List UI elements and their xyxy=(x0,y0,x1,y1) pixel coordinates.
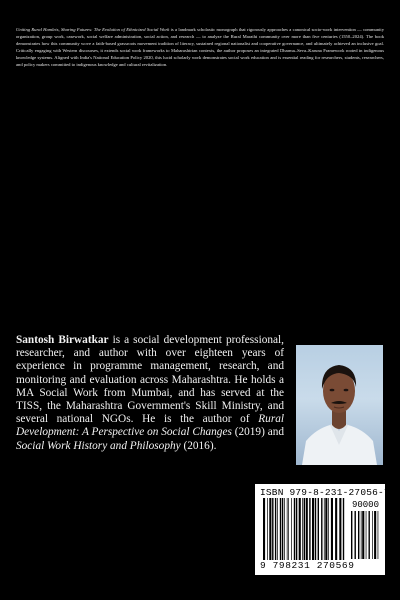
barcode-bar xyxy=(324,498,325,560)
barcode-bar xyxy=(309,498,310,560)
barcode-bar xyxy=(318,498,319,560)
barcode-bar xyxy=(277,498,278,560)
bio-text-1: is a social development professional, researcher, and author with over eighteen years of experience in programme management, research, and monitoring and evaluation across Maharashtra. He holds a MA Social Work from Mumbai, and has served at the TISS, the Maharashtra Government's Skill Ministry, and several national NGOs. He is the author of xyxy=(16,334,284,426)
author-photo xyxy=(296,345,383,465)
barcode-bar xyxy=(335,498,337,560)
author-name: Santosh Birwatkar xyxy=(16,334,109,346)
barcode-bar xyxy=(328,498,329,560)
barcode-bar xyxy=(280,498,281,560)
barcode-bar xyxy=(284,498,285,560)
barcode-bar xyxy=(366,511,367,559)
bio-text-3: (2016). xyxy=(180,439,217,452)
bio-book-1: Rural Development: A Perspective on Social Changes xyxy=(16,413,284,439)
barcode-bar xyxy=(343,498,344,560)
barcode-bar xyxy=(378,511,379,559)
ean-bars xyxy=(263,498,347,560)
barcode-bar xyxy=(362,511,364,559)
barcode-bar xyxy=(267,498,268,560)
author-portrait-illustration xyxy=(296,345,383,465)
barcode-bar xyxy=(275,498,276,560)
bio-text-2: (2019) and xyxy=(231,426,285,439)
barcode-bar xyxy=(296,498,297,560)
barcode-bar xyxy=(282,498,283,560)
barcode-bar xyxy=(288,498,289,560)
price-bars xyxy=(351,511,379,559)
barcode-bar xyxy=(306,498,308,560)
author-bio xyxy=(16,334,284,453)
barcode-bar xyxy=(339,498,341,560)
barcode-bar xyxy=(312,498,314,560)
barcode-bar xyxy=(355,511,356,559)
barcode-bar xyxy=(325,498,327,560)
barcode-bar xyxy=(272,498,273,560)
barcode-bar xyxy=(315,498,316,560)
barcode-bar xyxy=(358,511,359,559)
back-cover-blurb xyxy=(16,27,384,68)
barcode-bar xyxy=(331,498,333,560)
price-code: 90000 xyxy=(351,500,379,510)
barcode-bar xyxy=(302,498,303,560)
barcode-bar xyxy=(269,498,271,560)
ean-digits: 9 798231 270569 xyxy=(260,560,355,571)
barcode-bar xyxy=(372,511,373,559)
barcode-bar xyxy=(287,498,288,560)
blurb-body: is a landmark scholastic monograph that rigorously approaches a canonical socio-work intervention — community organization, group work, casework, social welfare administration, social action, and research — to analyze the Rural Marathi community over more than five centuries (1550–2024). The book demonstrates how this community wove a faith-based grassroots movement tradition of literacy, sustained regional nationalist and cooperative governance, and ultimately achieved an inclusive goal. Critically engaging with Western discourses, it extends social work frameworks to Maharashtrian contexts, the author proposes an integrated Dharma–Seva–Karuna Framework rooted in indigenous knowledge systems. Aligned with India's National Education Policy 2020, this lucid scholarly work demonstrates social work education and is essential reading for researchers, students, researchers, and policy makers committed to indigenous knowledge and cultural revitalization. xyxy=(16,27,384,67)
barcode-bar xyxy=(351,511,352,559)
barcode-bar xyxy=(361,511,362,559)
barcode-bar xyxy=(374,511,376,559)
barcode-bar xyxy=(263,498,265,560)
isbn-barcode xyxy=(255,484,390,575)
barcode-bar xyxy=(294,498,295,560)
isbn-number: ISBN 979-8-231-27056-7 xyxy=(260,487,390,498)
barcode-bar xyxy=(291,498,292,560)
barcode-bar xyxy=(369,511,370,559)
barcode-bar xyxy=(321,498,322,560)
bio-book-2: Social Work History and Philosophy xyxy=(16,439,181,452)
barcode-bar xyxy=(299,498,301,560)
barcode-bar xyxy=(304,498,305,560)
blurb-book-title: Uniting Rural Hamlets, Sharing Futures: The Evolution of Ethnicized Social Work xyxy=(16,27,170,32)
